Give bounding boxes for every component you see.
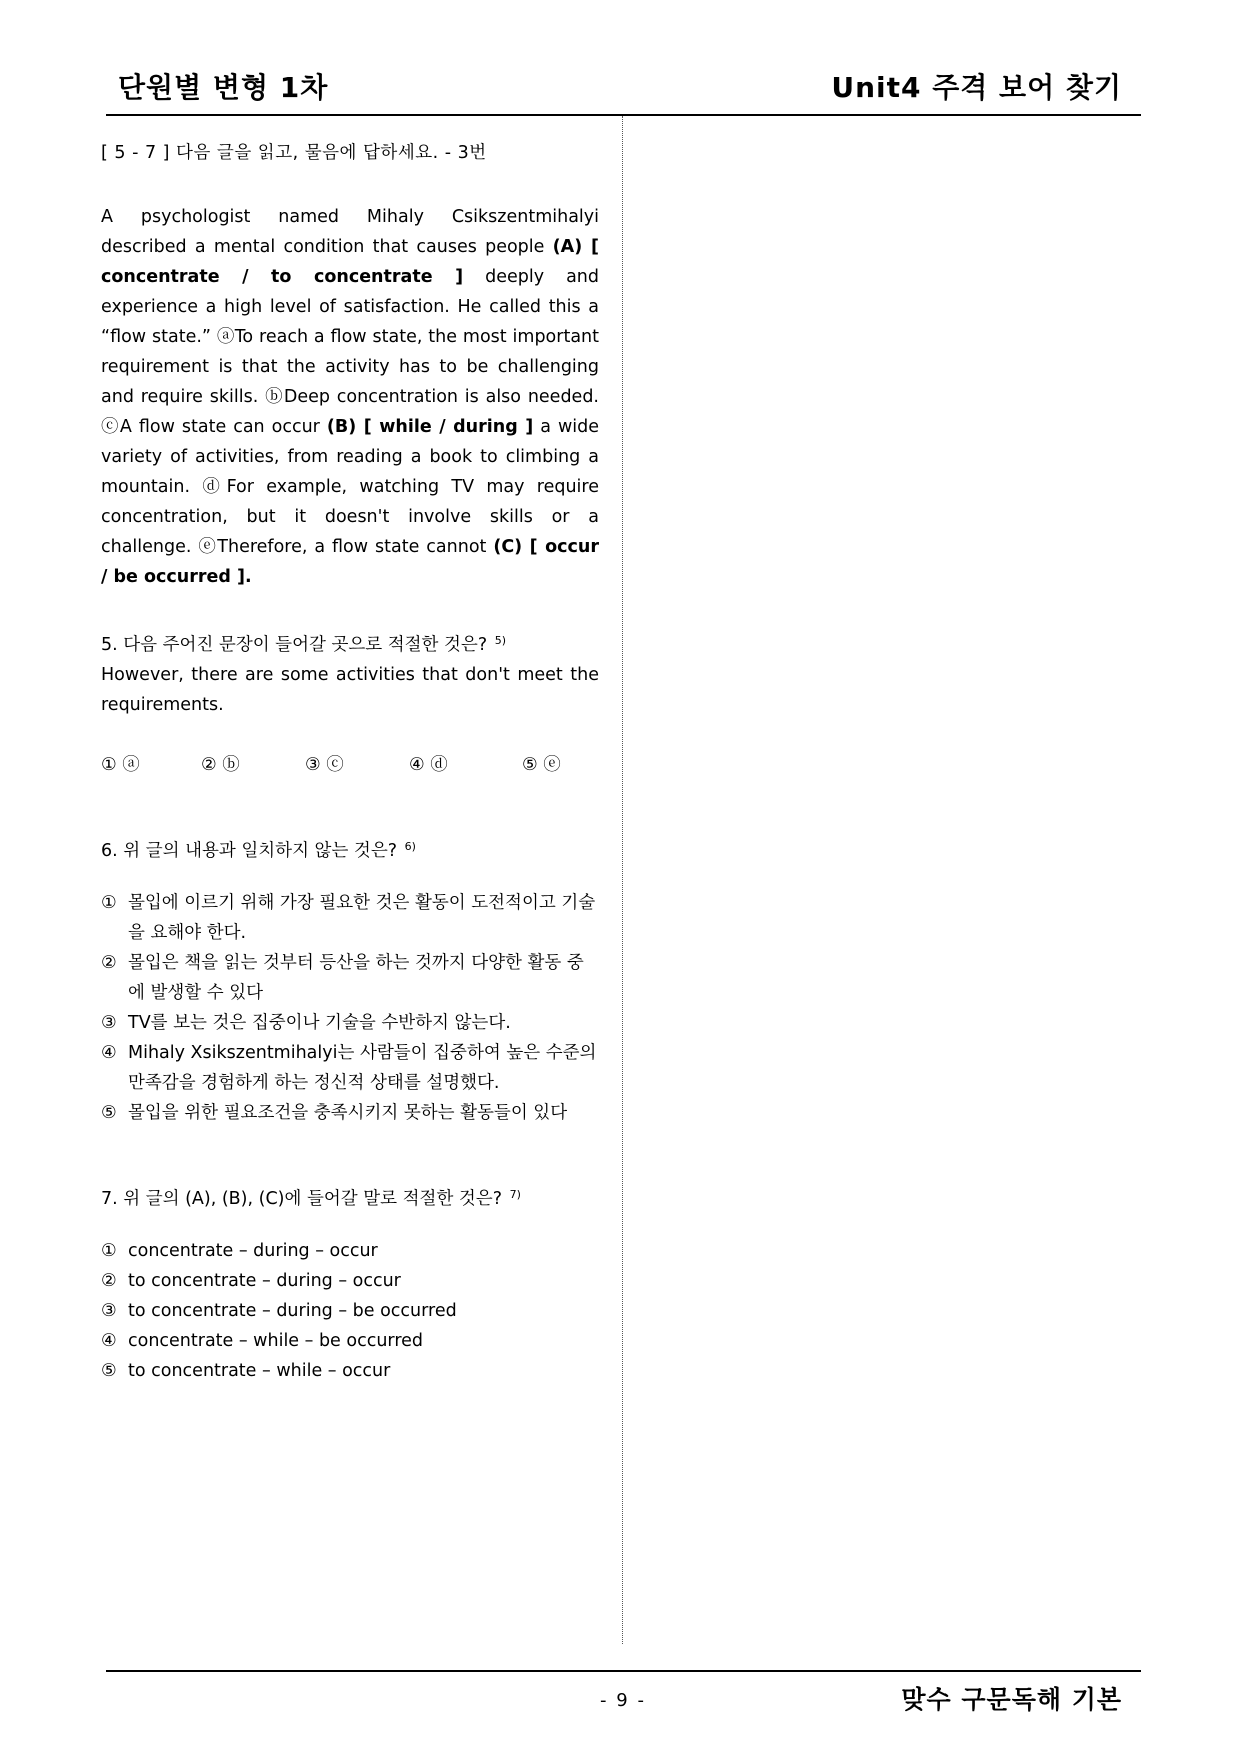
- header-rule: [106, 114, 1141, 116]
- passage-part-1: A psychologist named Mihaly Csikszentmihalyi described a mental condition that causes people: [101, 207, 599, 257]
- question-5: [101, 626, 599, 780]
- footer-right-title: 맞수 구문독해 기본: [901, 1685, 1122, 1714]
- q7-options: [101, 1236, 599, 1386]
- page-number: - 9 -: [600, 1690, 646, 1711]
- q7-option-2[interactable]: ② to concentrate – during – occur: [101, 1271, 401, 1291]
- passage-part-2: deeply and experience a high level of satisfaction. He called this a “flow state.” ⓐTo reach a flow state, the most important requirement is that the activity has to be challenging and require skills. ⓑDeep concentration is also needed. ⓒA flow state can occur: [101, 267, 599, 437]
- q7-note: 7): [509, 1188, 521, 1201]
- q7-stem: 7. 위 글의 (A), (B), (C)에 들어갈 말로 적절한 것은?: [101, 1189, 503, 1209]
- q5-given-sentence: However, there are some activities that don't meet the requirements.: [101, 665, 599, 715]
- q7-option-5[interactable]: ⑤ to concentrate – while – occur: [101, 1361, 391, 1381]
- q5-choice-1[interactable]: ① ⓐ: [101, 755, 140, 775]
- left-column: [101, 138, 599, 1386]
- footer-rule: [106, 1670, 1141, 1672]
- blank-b: (B) [ while / during ]: [326, 417, 534, 437]
- question-7: [101, 1180, 599, 1386]
- blank-c: (C) [ occur / be occurred ].: [101, 537, 599, 587]
- q6-option-4[interactable]: ④ Mihaly Xsikszentmihalyi는 사람들이 집중하여 높은 수준의 만족감을 경험하게 하는 정신적 상태를 설명했다.: [101, 1043, 597, 1093]
- q5-note: 5): [494, 634, 506, 647]
- q7-option-1[interactable]: ① concentrate – during – occur: [101, 1241, 378, 1261]
- q6-note: 6): [404, 840, 416, 853]
- q6-stem: 6. 위 글의 내용과 일치하지 않는 것은?: [101, 841, 398, 861]
- q5-choice-4[interactable]: ④ ⓓ: [409, 755, 448, 775]
- q5-stem: 5. 다음 주어진 문장이 들어갈 곳으로 적절한 것은?: [101, 635, 488, 655]
- passage-part-3: a wide variety of activities, from reading a book to climbing a mountain. ⓓFor example, watching TV may require concentration, but it doesn't involve skills or a challenge. ⓔTherefore, a flow state cannot: [101, 417, 599, 557]
- question-6: [101, 832, 599, 1128]
- q6-option-5[interactable]: ⑤ 몰입을 위한 필요조건을 충족시키지 못하는 활동들이 있다: [101, 1103, 568, 1123]
- q5-choice-5[interactable]: ⑤ ⓔ: [522, 755, 561, 775]
- reading-passage: [101, 202, 599, 592]
- blank-a: (A) [ concentrate / to concentrate ]: [101, 237, 599, 287]
- q6-option-3[interactable]: ③ TV를 보는 것은 집중이나 기술을 수반하지 않는다.: [101, 1013, 511, 1033]
- q7-option-3[interactable]: ③ to concentrate – during – be occurred: [101, 1301, 457, 1321]
- column-divider: [622, 116, 623, 1644]
- instruction: [ 5 - 7 ] 다음 글을 읽고, 물음에 답하세요. - 3번: [101, 143, 487, 163]
- q5-choice-3[interactable]: ③ ⓒ: [305, 755, 344, 775]
- header-left-title: 단원별 변형 1차: [118, 71, 329, 104]
- q6-options: [101, 888, 599, 1128]
- q6-option-2[interactable]: ② 몰입은 책을 읽는 것부터 등산을 하는 것까지 다양한 활동 중에 발생할 수 있다: [101, 953, 584, 1003]
- q7-option-4[interactable]: ④ concentrate – while – be occurred: [101, 1331, 424, 1351]
- q5-choices: [101, 750, 599, 780]
- q5-choice-2[interactable]: ② ⓑ: [201, 755, 240, 775]
- q6-option-1[interactable]: ① 몰입에 이르기 위해 가장 필요한 것은 활동이 도전적이고 기술을 요해야 한다.: [101, 893, 596, 943]
- header-right-title: Unit4 주격 보어 찾기: [831, 71, 1122, 104]
